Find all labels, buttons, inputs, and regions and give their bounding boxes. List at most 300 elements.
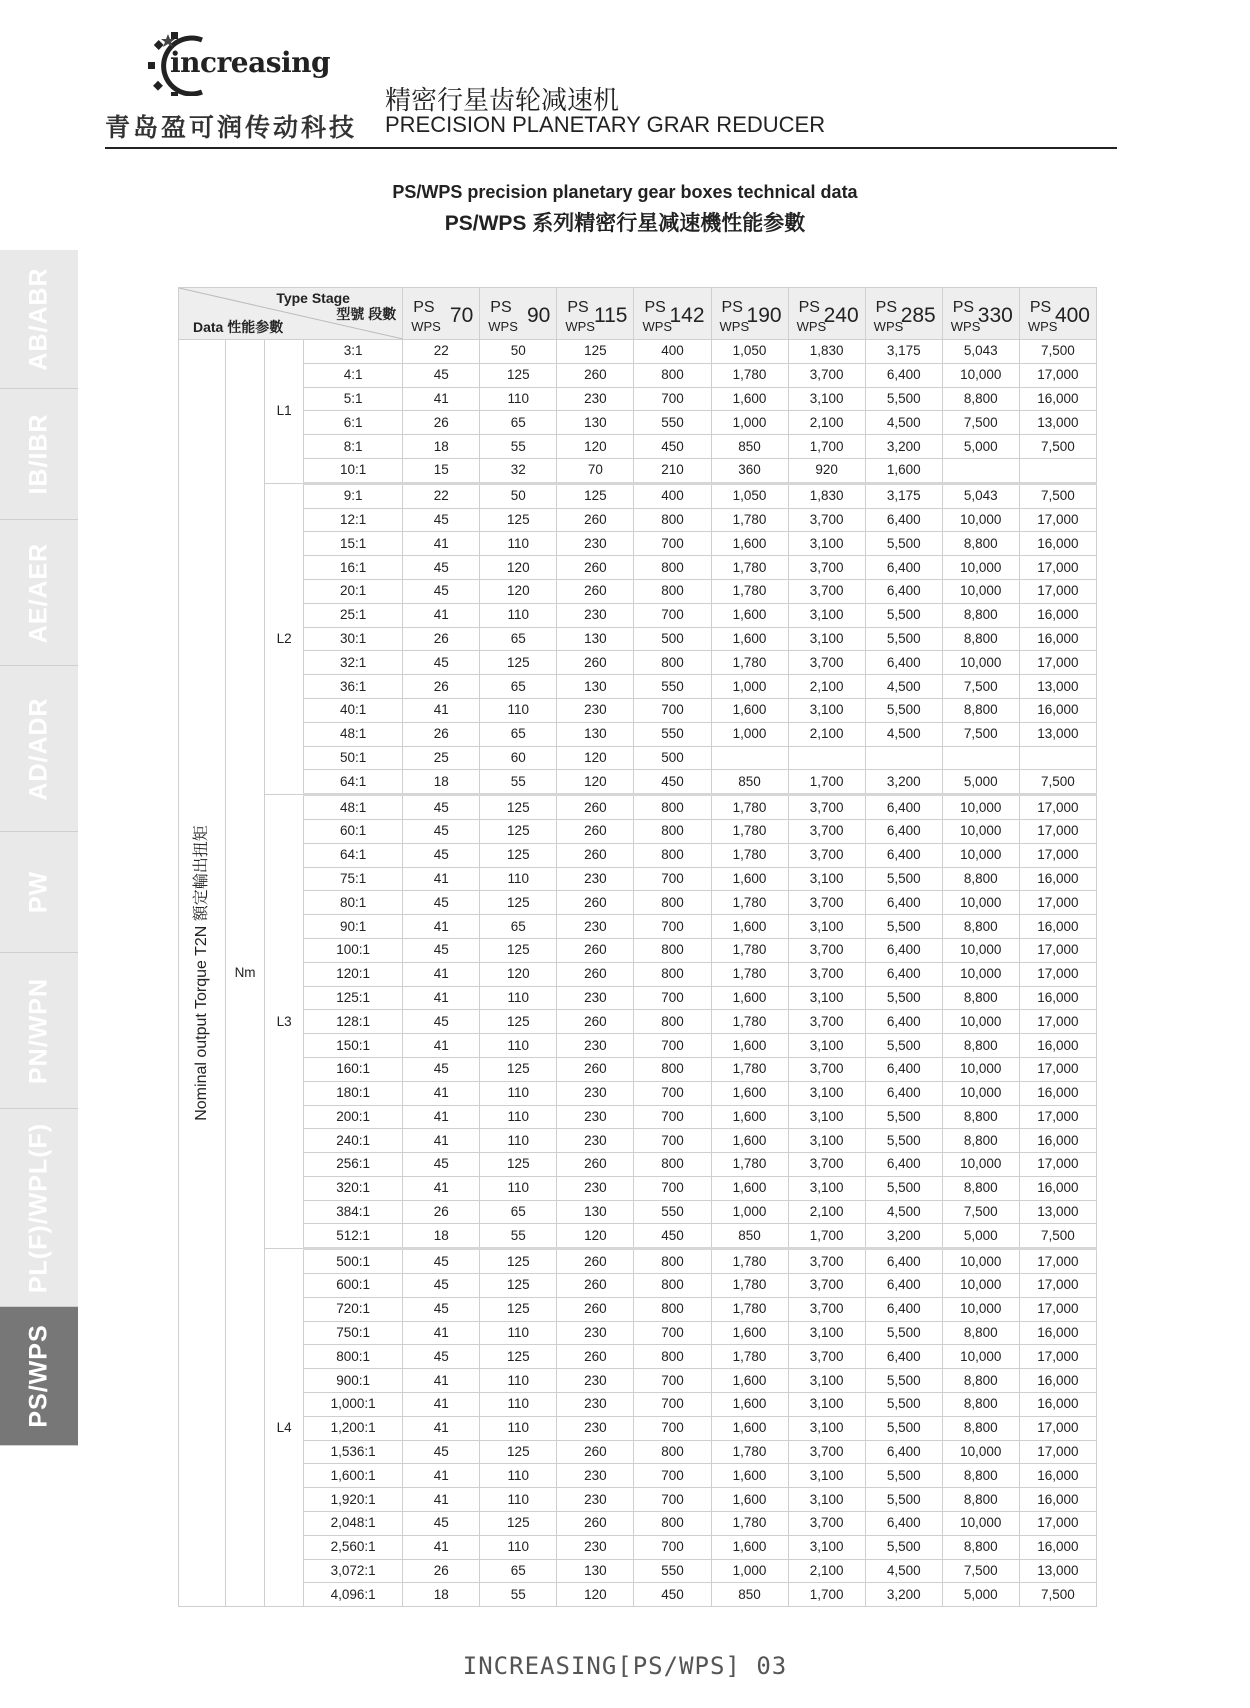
torque-value-cell: 60 bbox=[480, 746, 557, 770]
torque-value-cell: 7,500 bbox=[942, 1559, 1019, 1583]
torque-value-cell: 700 bbox=[634, 1034, 711, 1058]
torque-value-cell: 17,000 bbox=[1019, 1153, 1096, 1177]
table-row bbox=[179, 508, 1097, 532]
torque-value-cell: 3,700 bbox=[788, 651, 865, 675]
torque-value-cell: 10,000 bbox=[942, 1345, 1019, 1369]
torque-value-cell: 6,400 bbox=[865, 363, 942, 387]
torque-value-cell: 16,000 bbox=[1019, 387, 1096, 411]
torque-value-cell: 22 bbox=[403, 340, 480, 364]
torque-value-cell: 230 bbox=[557, 867, 634, 891]
torque-value-cell: 1,780 bbox=[711, 819, 788, 843]
table-row bbox=[179, 435, 1097, 459]
torque-value-cell: 2,100 bbox=[788, 675, 865, 699]
company-name-cn: 青岛盈可润传动科技 bbox=[105, 113, 358, 142]
torque-value-cell: 6,400 bbox=[865, 843, 942, 867]
torque-value-cell: 41 bbox=[403, 1535, 480, 1559]
torque-value-cell bbox=[788, 746, 865, 770]
torque-value-cell: 550 bbox=[634, 722, 711, 746]
torque-value-cell: 125 bbox=[480, 1010, 557, 1034]
torque-value-cell: 125 bbox=[557, 483, 634, 508]
side-tab-pw[interactable] bbox=[0, 832, 78, 953]
ratio-cell: 80:1 bbox=[304, 891, 403, 915]
torque-value-cell: 15 bbox=[403, 458, 480, 483]
torque-value-cell: 1,600 bbox=[711, 1535, 788, 1559]
torque-value-cell: 260 bbox=[557, 1297, 634, 1321]
torque-value-cell: 45 bbox=[403, 1274, 480, 1298]
torque-value-cell: 800 bbox=[634, 843, 711, 867]
model-wps: WPS bbox=[565, 319, 595, 334]
torque-value-cell: 16,000 bbox=[1019, 603, 1096, 627]
torque-value-cell: 260 bbox=[557, 1345, 634, 1369]
torque-value-cell: 110 bbox=[480, 1034, 557, 1058]
torque-value-cell: 6,400 bbox=[865, 1345, 942, 1369]
ratio-cell: 128:1 bbox=[304, 1010, 403, 1034]
torque-value-cell: 230 bbox=[557, 1488, 634, 1512]
torque-value-cell: 8,800 bbox=[942, 532, 1019, 556]
table-row bbox=[179, 603, 1097, 627]
torque-value-cell: 1,780 bbox=[711, 579, 788, 603]
torque-value-cell: 26 bbox=[403, 1559, 480, 1583]
torque-value-cell: 5,500 bbox=[865, 1034, 942, 1058]
torque-value-cell: 16,000 bbox=[1019, 986, 1096, 1010]
torque-value-cell: 17,000 bbox=[1019, 556, 1096, 580]
torque-value-cell: 1,780 bbox=[711, 1249, 788, 1274]
torque-value-cell: 41 bbox=[403, 1369, 480, 1393]
torque-value-cell: 18 bbox=[403, 435, 480, 459]
torque-value-cell: 5,500 bbox=[865, 986, 942, 1010]
torque-value-cell: 450 bbox=[634, 1224, 711, 1249]
torque-value-cell: 3,100 bbox=[788, 603, 865, 627]
torque-value-cell: 5,500 bbox=[865, 1488, 942, 1512]
torque-value-cell: 1,600 bbox=[711, 698, 788, 722]
torque-value-cell: 5,500 bbox=[865, 1416, 942, 1440]
torque-value-cell: 3,100 bbox=[788, 1176, 865, 1200]
torque-value-cell: 6,400 bbox=[865, 1057, 942, 1081]
ratio-cell: 800:1 bbox=[304, 1345, 403, 1369]
torque-value-cell: 800 bbox=[634, 1010, 711, 1034]
torque-value-cell: 3,100 bbox=[788, 1321, 865, 1345]
torque-value-cell: 50 bbox=[480, 483, 557, 508]
model-num: 142 bbox=[669, 304, 705, 327]
torque-value-cell: 1,000 bbox=[711, 411, 788, 435]
torque-value-cell: 3,700 bbox=[788, 1010, 865, 1034]
table-row bbox=[179, 1200, 1097, 1224]
torque-value-cell: 6,400 bbox=[865, 962, 942, 986]
table-row bbox=[179, 1176, 1097, 1200]
torque-value-cell: 1,780 bbox=[711, 1153, 788, 1177]
ratio-cell: 6:1 bbox=[304, 411, 403, 435]
table-row bbox=[179, 1583, 1097, 1607]
torque-value-cell: 7,500 bbox=[942, 722, 1019, 746]
torque-value-cell: 120 bbox=[480, 962, 557, 986]
torque-value-cell: 800 bbox=[634, 795, 711, 820]
side-tab-pn-wpn[interactable] bbox=[0, 953, 78, 1109]
torque-value-cell: 26 bbox=[403, 411, 480, 435]
torque-value-cell: 45 bbox=[403, 579, 480, 603]
unit-label: Nm bbox=[226, 340, 265, 1607]
model-ps: PS bbox=[413, 299, 435, 316]
torque-value-cell: 1,600 bbox=[711, 915, 788, 939]
torque-value-cell: 45 bbox=[403, 651, 480, 675]
torque-value-cell: 45 bbox=[403, 1057, 480, 1081]
ratio-cell: 1,000:1 bbox=[304, 1393, 403, 1417]
torque-value-cell: 1,700 bbox=[788, 1583, 865, 1607]
torque-value-cell: 3,100 bbox=[788, 627, 865, 651]
side-tab-label: PL(F)/WPL(F) bbox=[24, 1122, 53, 1293]
torque-value-cell: 360 bbox=[711, 458, 788, 483]
table-row bbox=[179, 411, 1097, 435]
torque-value-cell: 8,800 bbox=[942, 1535, 1019, 1559]
torque-value-cell: 110 bbox=[480, 1105, 557, 1129]
product-title-en: PRECISION PLANETARY GRAR REDUCER bbox=[385, 112, 826, 137]
torque-value-cell: 1,780 bbox=[711, 1274, 788, 1298]
torque-value-cell: 1,600 bbox=[711, 1393, 788, 1417]
torque-value-cell: 3,200 bbox=[865, 435, 942, 459]
torque-value-cell: 17,000 bbox=[1019, 1274, 1096, 1298]
table-row bbox=[179, 867, 1097, 891]
torque-value-cell: 41 bbox=[403, 1081, 480, 1105]
torque-value-cell: 260 bbox=[557, 1249, 634, 1274]
torque-value-cell: 1,600 bbox=[711, 532, 788, 556]
ratio-cell: 1,536:1 bbox=[304, 1440, 403, 1464]
torque-value-cell: 13,000 bbox=[1019, 1200, 1096, 1224]
torque-value-cell: 65 bbox=[480, 722, 557, 746]
model-wps: WPS bbox=[719, 319, 750, 334]
table-row bbox=[179, 1488, 1097, 1512]
torque-value-cell bbox=[942, 746, 1019, 770]
torque-value-cell: 3,100 bbox=[788, 1369, 865, 1393]
table-row bbox=[179, 1129, 1097, 1153]
torque-value-cell: 230 bbox=[557, 1416, 634, 1440]
torque-value-cell: 4,500 bbox=[865, 1559, 942, 1583]
torque-value-cell: 700 bbox=[634, 1488, 711, 1512]
torque-value-cell: 5,000 bbox=[942, 1224, 1019, 1249]
torque-value-cell: 110 bbox=[480, 1393, 557, 1417]
side-tab-label: PS/WPS bbox=[24, 1324, 53, 1428]
torque-value-cell bbox=[1019, 746, 1096, 770]
torque-value-cell: 1,780 bbox=[711, 651, 788, 675]
table-row bbox=[179, 1559, 1097, 1583]
torque-value-cell: 1,780 bbox=[711, 891, 788, 915]
ratio-cell: 125:1 bbox=[304, 986, 403, 1010]
torque-value-cell: 6,400 bbox=[865, 819, 942, 843]
torque-value-cell: 6,400 bbox=[865, 891, 942, 915]
torque-value-cell: 1,000 bbox=[711, 1559, 788, 1583]
ratio-cell: 5:1 bbox=[304, 387, 403, 411]
torque-value-cell: 110 bbox=[480, 603, 557, 627]
torque-value-cell: 55 bbox=[480, 770, 557, 795]
torque-value-cell: 5,500 bbox=[865, 1105, 942, 1129]
torque-value-cell: 17,000 bbox=[1019, 1345, 1096, 1369]
model-header-115 bbox=[557, 288, 634, 340]
ratio-cell: 720:1 bbox=[304, 1297, 403, 1321]
torque-value-cell: 1,000 bbox=[711, 675, 788, 699]
torque-value-cell: 800 bbox=[634, 1249, 711, 1274]
torque-value-cell: 125 bbox=[480, 795, 557, 820]
type-stage-cn: 型號 段數 bbox=[336, 306, 397, 322]
side-tab-ps-wps[interactable] bbox=[0, 1307, 78, 1446]
ratio-cell: 64:1 bbox=[304, 843, 403, 867]
ratio-cell: 1,920:1 bbox=[304, 1488, 403, 1512]
header-divider bbox=[105, 147, 1117, 149]
torque-value-cell: 550 bbox=[634, 1559, 711, 1583]
model-wps: WPS bbox=[642, 319, 673, 334]
table-row bbox=[179, 1081, 1097, 1105]
torque-value-cell: 800 bbox=[634, 891, 711, 915]
model-num: 285 bbox=[900, 304, 936, 327]
model-header-190 bbox=[711, 288, 788, 340]
torque-value-cell: 1,600 bbox=[711, 603, 788, 627]
table-row bbox=[179, 1249, 1097, 1274]
torque-value-cell: 700 bbox=[634, 1416, 711, 1440]
table-row bbox=[179, 1274, 1097, 1298]
torque-value-cell: 120 bbox=[480, 579, 557, 603]
torque-value-cell: 110 bbox=[480, 1416, 557, 1440]
table-row bbox=[179, 795, 1097, 820]
torque-value-cell: 5,043 bbox=[942, 483, 1019, 508]
table-row bbox=[179, 1297, 1097, 1321]
torque-value-cell: 17,000 bbox=[1019, 1105, 1096, 1129]
torque-value-cell: 110 bbox=[480, 1176, 557, 1200]
torque-value-cell: 7,500 bbox=[942, 675, 1019, 699]
torque-value-cell: 1,600 bbox=[711, 1176, 788, 1200]
torque-value-cell: 230 bbox=[557, 1321, 634, 1345]
torque-value-cell: 230 bbox=[557, 603, 634, 627]
torque-value-cell: 125 bbox=[480, 1153, 557, 1177]
torque-value-cell: 550 bbox=[634, 1200, 711, 1224]
side-tab-label: AE/AER bbox=[24, 542, 53, 643]
side-tab-ae-aer[interactable] bbox=[0, 520, 78, 666]
table-row bbox=[179, 962, 1097, 986]
torque-value-cell: 17,000 bbox=[1019, 651, 1096, 675]
torque-value-cell: 2,100 bbox=[788, 411, 865, 435]
torque-value-cell: 10,000 bbox=[942, 508, 1019, 532]
torque-value-cell: 8,800 bbox=[942, 698, 1019, 722]
torque-value-cell: 1,600 bbox=[711, 1129, 788, 1153]
torque-value-cell: 17,000 bbox=[1019, 363, 1096, 387]
torque-value-cell: 230 bbox=[557, 387, 634, 411]
side-tab-ad-adr[interactable] bbox=[0, 666, 78, 832]
torque-value-cell: 260 bbox=[557, 363, 634, 387]
torque-value-cell: 6,400 bbox=[865, 508, 942, 532]
torque-value-cell: 1,600 bbox=[711, 1488, 788, 1512]
torque-value-cell: 5,043 bbox=[942, 340, 1019, 364]
torque-value-cell: 16,000 bbox=[1019, 1464, 1096, 1488]
torque-value-cell: 230 bbox=[557, 1369, 634, 1393]
torque-value-cell: 41 bbox=[403, 1321, 480, 1345]
side-tab-ib-ibr[interactable] bbox=[0, 389, 78, 520]
company-logo bbox=[140, 26, 331, 96]
torque-value-cell: 3,100 bbox=[788, 915, 865, 939]
torque-value-cell: 17,000 bbox=[1019, 1249, 1096, 1274]
torque-value-cell: 17,000 bbox=[1019, 1010, 1096, 1034]
torque-value-cell: 125 bbox=[480, 651, 557, 675]
torque-value-cell: 125 bbox=[480, 1057, 557, 1081]
torque-value-cell: 45 bbox=[403, 556, 480, 580]
torque-value-cell: 260 bbox=[557, 1440, 634, 1464]
torque-value-cell: 800 bbox=[634, 1512, 711, 1536]
torque-value-cell: 8,800 bbox=[942, 1105, 1019, 1129]
torque-value-cell: 3,700 bbox=[788, 1057, 865, 1081]
table-row bbox=[179, 387, 1097, 411]
torque-value-cell: 17,000 bbox=[1019, 1297, 1096, 1321]
torque-value-cell: 3,100 bbox=[788, 387, 865, 411]
torque-value-cell: 110 bbox=[480, 387, 557, 411]
table-row bbox=[179, 579, 1097, 603]
torque-value-cell: 5,500 bbox=[865, 1393, 942, 1417]
torque-value-cell: 1,600 bbox=[711, 986, 788, 1010]
torque-value-cell: 800 bbox=[634, 938, 711, 962]
ratio-cell: 75:1 bbox=[304, 867, 403, 891]
torque-value-cell: 400 bbox=[634, 483, 711, 508]
torque-value-cell: 5,500 bbox=[865, 387, 942, 411]
torque-value-cell: 1,780 bbox=[711, 1010, 788, 1034]
ratio-cell: 500:1 bbox=[304, 1249, 403, 1274]
torque-value-cell: 700 bbox=[634, 1535, 711, 1559]
torque-value-cell: 7,500 bbox=[1019, 1583, 1096, 1607]
torque-value-cell: 260 bbox=[557, 819, 634, 843]
table-row bbox=[179, 698, 1097, 722]
torque-value-cell: 17,000 bbox=[1019, 938, 1096, 962]
torque-value-cell: 65 bbox=[480, 915, 557, 939]
torque-value-cell: 3,200 bbox=[865, 1583, 942, 1607]
table-row bbox=[179, 532, 1097, 556]
model-num: 400 bbox=[1054, 304, 1090, 327]
torque-value-cell: 260 bbox=[557, 556, 634, 580]
torque-value-cell: 260 bbox=[557, 1274, 634, 1298]
ratio-cell: 4:1 bbox=[304, 363, 403, 387]
torque-value-cell: 450 bbox=[634, 1583, 711, 1607]
ratio-cell: 256:1 bbox=[304, 1153, 403, 1177]
side-tab-pl-f-wpl-f-[interactable] bbox=[0, 1109, 78, 1307]
table-row bbox=[179, 1535, 1097, 1559]
torque-value-cell: 5,500 bbox=[865, 698, 942, 722]
torque-value-cell: 700 bbox=[634, 532, 711, 556]
torque-value-cell: 125 bbox=[480, 1297, 557, 1321]
torque-value-cell: 7,500 bbox=[1019, 483, 1096, 508]
torque-value-cell: 120 bbox=[557, 435, 634, 459]
torque-value-cell: 1,600 bbox=[711, 1105, 788, 1129]
torque-value-cell: 6,400 bbox=[865, 938, 942, 962]
torque-value-cell: 18 bbox=[403, 1583, 480, 1607]
torque-value-cell: 800 bbox=[634, 508, 711, 532]
torque-value-cell: 110 bbox=[480, 698, 557, 722]
torque-value-cell: 10,000 bbox=[942, 1440, 1019, 1464]
torque-value-cell bbox=[711, 746, 788, 770]
table-row bbox=[179, 651, 1097, 675]
torque-value-cell: 230 bbox=[557, 698, 634, 722]
torque-value-cell: 4,500 bbox=[865, 411, 942, 435]
torque-value-cell: 8,800 bbox=[942, 1034, 1019, 1058]
torque-value-cell: 400 bbox=[634, 340, 711, 364]
torque-value-cell: 260 bbox=[557, 651, 634, 675]
model-header-400 bbox=[1019, 288, 1096, 340]
table-row bbox=[179, 891, 1097, 915]
torque-value-cell: 3,100 bbox=[788, 1034, 865, 1058]
torque-value-cell: 1,830 bbox=[788, 340, 865, 364]
torque-value-cell: 700 bbox=[634, 1393, 711, 1417]
torque-value-cell: 3,700 bbox=[788, 795, 865, 820]
torque-value-cell: 1,780 bbox=[711, 962, 788, 986]
side-tab-ab-abr[interactable] bbox=[0, 250, 78, 389]
torque-value-cell: 1,780 bbox=[711, 843, 788, 867]
torque-value-cell: 17,000 bbox=[1019, 1440, 1096, 1464]
torque-value-cell: 5,500 bbox=[865, 1535, 942, 1559]
torque-value-cell: 1,780 bbox=[711, 795, 788, 820]
torque-value-cell: 7,500 bbox=[942, 411, 1019, 435]
torque-value-cell: 17,000 bbox=[1019, 1416, 1096, 1440]
torque-value-cell: 3,700 bbox=[788, 1440, 865, 1464]
torque-value-cell: 8,800 bbox=[942, 1416, 1019, 1440]
torque-value-cell: 8,800 bbox=[942, 867, 1019, 891]
side-tab-label: AD/ADR bbox=[24, 696, 53, 801]
torque-value-cell: 700 bbox=[634, 1105, 711, 1129]
table-title-en: PS/WPS precision planetary gear boxes technical data bbox=[392, 182, 858, 202]
torque-value-cell: 17,000 bbox=[1019, 1057, 1096, 1081]
torque-value-cell: 17,000 bbox=[1019, 795, 1096, 820]
torque-value-cell: 260 bbox=[557, 1153, 634, 1177]
torque-value-cell: 45 bbox=[403, 508, 480, 532]
model-header-90 bbox=[480, 288, 557, 340]
torque-value-cell: 3,100 bbox=[788, 986, 865, 1010]
torque-value-cell: 10,000 bbox=[942, 579, 1019, 603]
torque-value-cell: 16,000 bbox=[1019, 1488, 1096, 1512]
torque-value-cell: 5,500 bbox=[865, 1464, 942, 1488]
torque-data-table bbox=[178, 287, 1097, 1607]
torque-value-cell: 1,600 bbox=[711, 1464, 788, 1488]
torque-value-cell: 65 bbox=[480, 411, 557, 435]
table-row bbox=[179, 363, 1097, 387]
torque-value-cell: 6,400 bbox=[865, 1153, 942, 1177]
torque-value-cell: 230 bbox=[557, 986, 634, 1010]
torque-value-cell: 800 bbox=[634, 1440, 711, 1464]
torque-value-cell: 16,000 bbox=[1019, 867, 1096, 891]
torque-value-cell: 3,700 bbox=[788, 891, 865, 915]
table-row bbox=[179, 770, 1097, 795]
ratio-cell: 180:1 bbox=[304, 1081, 403, 1105]
torque-value-cell: 1,700 bbox=[788, 435, 865, 459]
torque-value-cell: 1,600 bbox=[711, 387, 788, 411]
model-num: 190 bbox=[746, 304, 782, 327]
ratio-cell: 8:1 bbox=[304, 435, 403, 459]
stage-label-l3: L3 bbox=[265, 795, 304, 1249]
torque-value-cell: 230 bbox=[557, 532, 634, 556]
torque-value-cell: 120 bbox=[480, 556, 557, 580]
torque-value-cell: 16,000 bbox=[1019, 1081, 1096, 1105]
ratio-cell: 36:1 bbox=[304, 675, 403, 699]
ratio-cell: 10:1 bbox=[304, 458, 403, 483]
torque-value-cell: 260 bbox=[557, 962, 634, 986]
torque-value-cell: 800 bbox=[634, 1153, 711, 1177]
torque-value-cell: 45 bbox=[403, 819, 480, 843]
model-ps: PS bbox=[952, 299, 975, 316]
torque-value-cell: 41 bbox=[403, 1105, 480, 1129]
torque-value-cell: 41 bbox=[403, 1129, 480, 1153]
torque-value-cell: 130 bbox=[557, 722, 634, 746]
torque-value-cell: 125 bbox=[480, 843, 557, 867]
torque-value-cell: 41 bbox=[403, 1176, 480, 1200]
torque-value-cell: 10,000 bbox=[942, 1274, 1019, 1298]
table-row bbox=[179, 986, 1097, 1010]
torque-value-cell: 7,500 bbox=[1019, 770, 1096, 795]
side-tab-label: PN/WPN bbox=[24, 977, 53, 1084]
ratio-cell: 50:1 bbox=[304, 746, 403, 770]
torque-value-cell: 3,700 bbox=[788, 962, 865, 986]
product-title-cn: 精密行星齿轮减速机 bbox=[385, 85, 620, 115]
ratio-cell: 1,600:1 bbox=[304, 1464, 403, 1488]
torque-value-cell: 3,100 bbox=[788, 1393, 865, 1417]
torque-value-cell: 850 bbox=[711, 435, 788, 459]
